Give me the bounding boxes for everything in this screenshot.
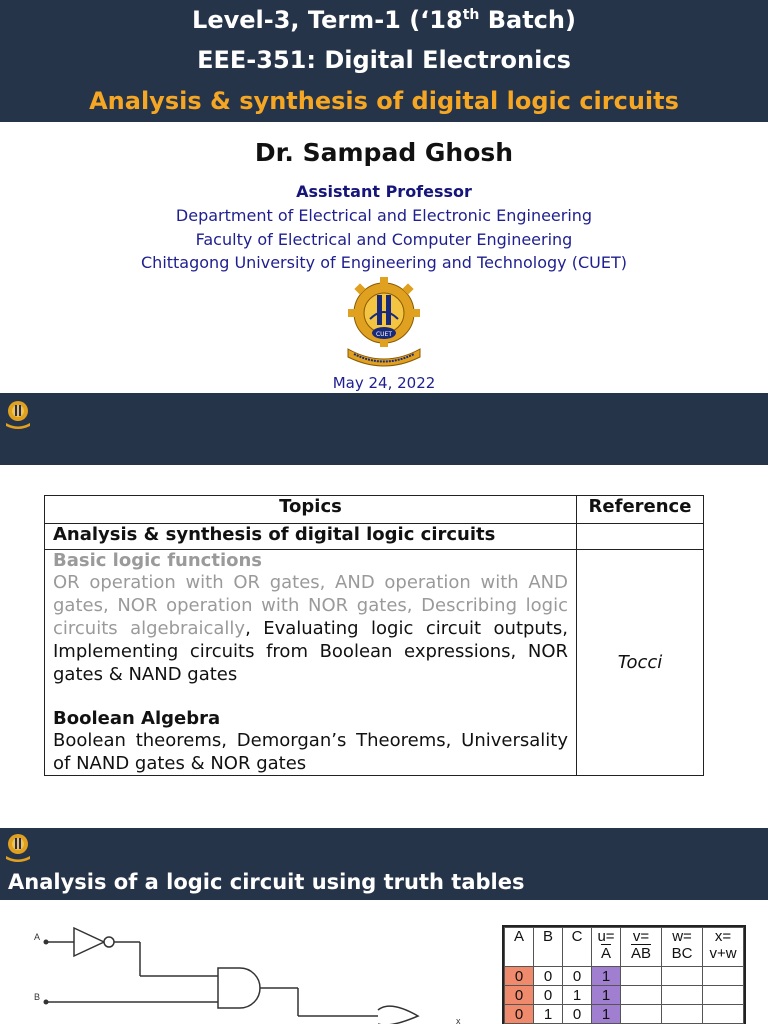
slide3-logo-icon (4, 831, 32, 863)
topics-detail-cell (45, 550, 577, 776)
batch-line: Level-3, Term-1 (‘18th Batch) (192, 6, 576, 34)
input-b-terminal (44, 1000, 49, 1005)
table-row: 0 0 1 1 (505, 986, 744, 1005)
col-c-header: C (563, 928, 592, 967)
author-faculty: Faculty of Electrical and Computer Engineering (195, 230, 573, 249)
basic-logic-title: Basic logic functions (53, 550, 263, 571)
table-row (45, 550, 704, 776)
col-w-header: w= BC (662, 928, 703, 967)
table-row: 0 0 0 1 (505, 967, 744, 986)
slide2-header-band (0, 393, 768, 465)
author-title: Assistant Professor (296, 182, 472, 201)
col-v-header: v= $\overline{AB}$ (621, 928, 662, 967)
table-row (45, 524, 704, 550)
boolean-algebra-title: Boolean Algebra (53, 708, 221, 729)
col-a-header: A (505, 928, 534, 967)
course-title: EEE-351: Digital Electronics (197, 46, 571, 74)
slide3-title: Analysis of a logic circuit using truth tables (0, 864, 768, 900)
basic-logic-description: OR operation with OR gates, AND operation with AND gates, NOR operation with NOR gates, Describing logic circuits algebraically, Evaluating logic circuit outputs, Implementing circuits from Boolean expressions, NOR gates & NAND gates (53, 572, 568, 685)
table-row: 0 1 0 1 (505, 1005, 744, 1024)
title-slide-header (0, 0, 768, 122)
slide2-logo-icon (4, 398, 32, 430)
section-title: Analysis & synthesis of digital logic circuits (45, 524, 577, 550)
reference-value: Tocci (577, 550, 704, 776)
author-department: Department of Electrical and Electronic Engineering (175, 206, 593, 225)
input-a-label: A (34, 932, 41, 942)
slide3-header-band (0, 828, 768, 864)
lecture-date: May 24, 2022 (332, 374, 436, 392)
university-logo (344, 275, 424, 367)
topics-table (44, 495, 704, 776)
empty-reference-cell (577, 524, 704, 550)
input-b-label: B (34, 992, 41, 1002)
author-university: Chittagong University of Engineering and Technology (CUET) (141, 253, 627, 272)
input-a-terminal (44, 940, 49, 945)
lecture-topic: Analysis & synthesis of digital logic circuits (89, 87, 679, 115)
col-x-header: x= v+w (703, 928, 744, 967)
output-x-label: x (456, 1016, 461, 1024)
truth-table-header (505, 928, 744, 967)
topics-table-header (45, 496, 704, 524)
logic-circuit-diagram (30, 920, 470, 1024)
truth-table (504, 927, 744, 1024)
svg-text:CUET: CUET (375, 331, 393, 338)
boolean-algebra-description: Boolean theorems, Demorgan’s Theorems, Universality of NAND gates & NOR gates (53, 730, 568, 774)
author-name: Dr. Sampad Ghosh (254, 138, 514, 167)
topics-column-header: Topics (45, 496, 577, 524)
col-b-header: B (534, 928, 563, 967)
col-u-header: u= $\overline{A}$ (592, 928, 621, 967)
reference-column-header: Reference (577, 496, 704, 524)
